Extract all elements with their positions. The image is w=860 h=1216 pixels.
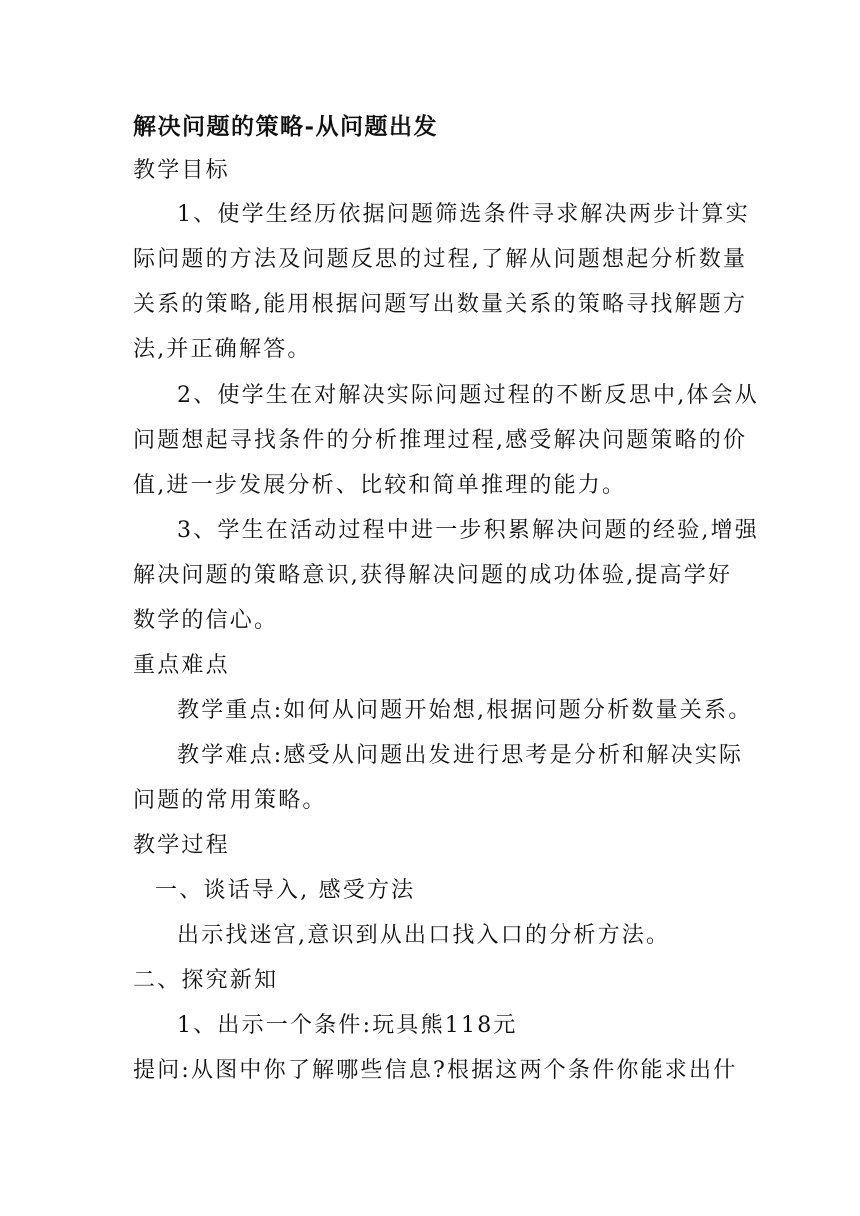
goal2-line2: 问题想起寻找条件的分析推理过程,感受解决问题策略的价 xyxy=(133,428,748,453)
goal1-line1: 1、使学生经历依据问题筛选条件寻求解决两步计算实 xyxy=(177,202,750,227)
difficulty-line2: 问题的常用策略。 xyxy=(133,788,327,813)
step2-item1: 1、出示一个条件:玩具熊118元 xyxy=(177,1013,518,1038)
goal3-line2: 解决问题的策略意识,获得解决问题的成功体验,提高学好 xyxy=(133,563,733,588)
goal1-line2: 际问题的方法及问题反思的过程,了解从问题想起分析数量 xyxy=(133,247,748,272)
key-point-text: 教学重点:如何从问题开始想,根据问题分析数量关系。 xyxy=(177,698,753,723)
step1-heading: 一、谈话导入, 感受方法 xyxy=(155,878,416,903)
process-heading: 教学过程 xyxy=(133,833,230,858)
key-heading: 重点难点 xyxy=(133,653,230,678)
goal1-line4: 法,并正确解答。 xyxy=(133,337,312,362)
goal3-line1: 3、学生在活动过程中进一步积累解决问题的经验,增强 xyxy=(177,518,759,543)
step1-text: 出示找迷宫,意识到从出口找入口的分析方法。 xyxy=(177,923,671,948)
goal1-line3: 关系的策略,能用根据问题写出数量关系的策略寻找解题方 xyxy=(133,292,748,317)
difficulty-line1: 教学难点:感受从问题出发进行思考是分析和解决实际 xyxy=(177,743,744,768)
question-text: 提问:从图中你了解哪些信息?根据这两个条件你能求出什 xyxy=(133,1058,738,1083)
goal2-line1: 2、使学生在对解决实际问题过程的不断反思中,体会从 xyxy=(177,383,759,408)
step2-heading: 二、探究新知 xyxy=(133,968,279,993)
goals-heading: 教学目标 xyxy=(133,158,230,183)
document-title: 解决问题的策略-从问题出发 xyxy=(133,113,439,140)
goal2-line3: 值,进一步发展分析、比较和简单推理的能力。 xyxy=(133,473,627,498)
goal3-line3: 数学的信心。 xyxy=(133,608,279,633)
